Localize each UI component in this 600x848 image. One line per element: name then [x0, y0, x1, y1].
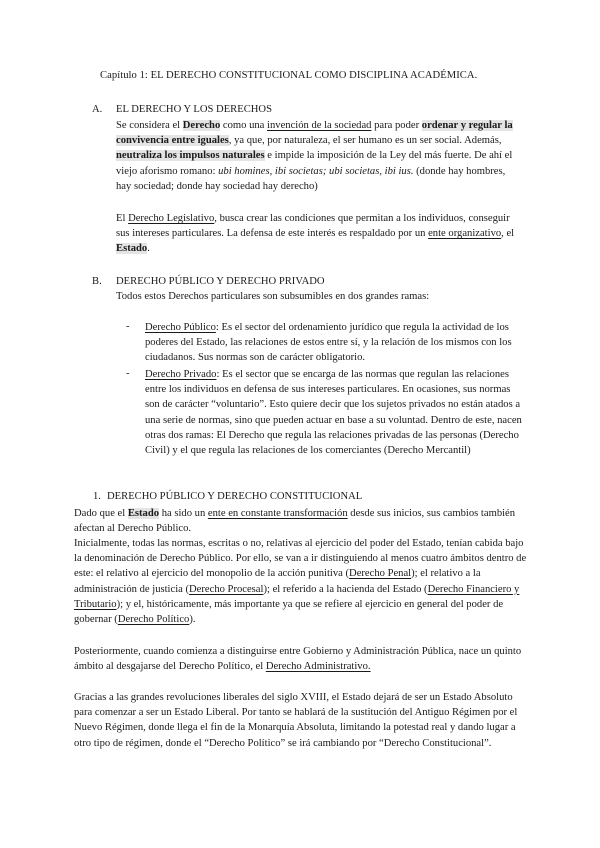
section-a-marker: A. [92, 104, 103, 115]
section-1-marker: 1. [93, 491, 101, 502]
term-derecho-administrativo: Derecho Administrativo. [265, 661, 371, 673]
bullet-dash-2: - [126, 368, 130, 379]
section-1-paragraph-4: Gracias a las grandes revoluciones liberales del siglo XVIII, el Estado dejará de ser un Estado Absoluto para comenzar a ser un Estado Liberal. Por tanto se hablará de la sustitución del Antiguo Régimen por el Nuevo Régimen, donde llega el fin de la Monarquía Absoluta, limitando la potestad real y dando lugar a otro tipo de régimen, donde el “Derecho Político” se irá cambiando por “Derecho Constitucional”. [74, 692, 518, 749]
term-derecho-publico: Derecho Público [145, 322, 216, 333]
term-neutraliza: neutraliza los impulsos naturales [116, 150, 265, 162]
chapter-title: Capítulo 1: EL DERECHO CONSTITUCIONAL COMO DISCIPLINA ACADÉMICA. [100, 70, 478, 81]
term-derecho-penal: Derecho Penal [349, 568, 412, 580]
section-b-marker: B. [92, 276, 102, 287]
term-ente-transformacion: ente en constante transformación [207, 508, 348, 519]
section-a-paragraph-2: El Derecho Legislativo, busca crear las condiciones que permitan a los individuos, conseguir sus intereses particulares. La defensa de este interés es respaldado por un ente organizativo, el Estado. [116, 213, 515, 255]
term-derecho-financiero: Derecho Financiero y Tributario [74, 583, 520, 610]
term-invencion: invención de la sociedad [267, 120, 372, 131]
bullet-dash-1: - [126, 321, 130, 332]
section-1-paragraph-1: Dado que el Estado ha sido un ente en constante transformación desde sus inicios, sus cambios también afectan al Derecho Público. [74, 508, 516, 535]
section-1-paragraph-2: Inicialmente, todas las normas, escritas o no, relativas al ejercicio del poder del Estado, tenían cabida bajo la denominación de Derecho Público. Por ello, se van a ir distinguiendo al menos cuatro ámbitos dentro de este: el relativo al ejercicio del monopolio de la acción punitiva (Derecho Penal); el relativo a la administración de justicia (Derecho Procesal); el referido a la hacienda del Estado (Derecho Financiero y Tributario); y el, históricamente, más importante ya que se refiere al ejercicio en general del poder de gobernar (Derecho Político). [74, 538, 527, 626]
section-1-heading: DERECHO PÚBLICO Y DERECHO CONSTITUCIONAL [107, 491, 363, 502]
term-derecho-legislativo: Derecho Legislativo [128, 213, 215, 224]
term-derecho-politico: Derecho Político [117, 614, 190, 626]
bullet-derecho-publico: Derecho Público: Es el sector del ordenamiento jurídico que regula la actividad de los poderes del Estado, las relaciones de estos entre sí, y la relación de los mismos con los ciudadanos. Sus normas son de carácter obligatorio. [145, 322, 512, 364]
section-b-heading: DERECHO PÚBLICO Y DERECHO PRIVADO [116, 276, 325, 287]
section-1-paragraph-3: Posteriormente, cuando comienza a distinguirse entre Gobierno y Administración Pública, nace un quinto ámbito al desgajarse del Derecho Político, el Derecho Administrativo. [74, 646, 522, 673]
term-derecho-procesal: Derecho Procesal [189, 583, 264, 595]
section-a-heading: EL DERECHO Y LOS DERECHOS [116, 104, 272, 115]
term-estado: Estado [116, 243, 148, 255]
section-b-intro: Todos estos Derechos particulares son subsumibles en dos grandes ramas: [116, 291, 430, 302]
term-derecho-privado: Derecho Privado [145, 369, 217, 380]
term-derecho: Derecho [182, 120, 221, 131]
latin-aphorism: ubi homines, ibi societas; ubi societas, ibi ius. [218, 165, 414, 177]
term-ente-organizativo: ente organizativo [428, 228, 502, 240]
term-ordenar-regular: ordenar y regular la convivencia entre iguales [116, 120, 513, 147]
term-estado-2: Estado [127, 508, 160, 519]
section-a-paragraph-1: Se considera el Derecho como una invención de la sociedad para poder ordenar y regular la convivencia entre iguales, ya que, por naturaleza, el ser humano es un ser social. Además, neutraliza los impulsos naturales e impide la imposición de la Ley del más fuerte. De ahí el viejo aforismo romano: ubi homines, ibi societas; ubi societas, ibi ius. (donde hay hombres, hay sociedad; donde hay sociedad hay derecho) [116, 120, 513, 192]
bullet-derecho-privado: Derecho Privado: Es el sector que se encarga de las normas que regulan las relaciones entre los individuos en defensa de sus intereses particulares. En ocasiones, sus normas son de carácter “voluntario”. Esto quiere decir que los sujetos privados no están atados a una serie de normas, sino que pueden actuar en base a su voluntad. Dentro de este, nacen otras dos ramas: El Derecho que regula las relaciones privadas de las personas (Derecho Civil) y el que regula las relaciones de los comerciantes (Derecho Mercantil) [145, 369, 522, 457]
